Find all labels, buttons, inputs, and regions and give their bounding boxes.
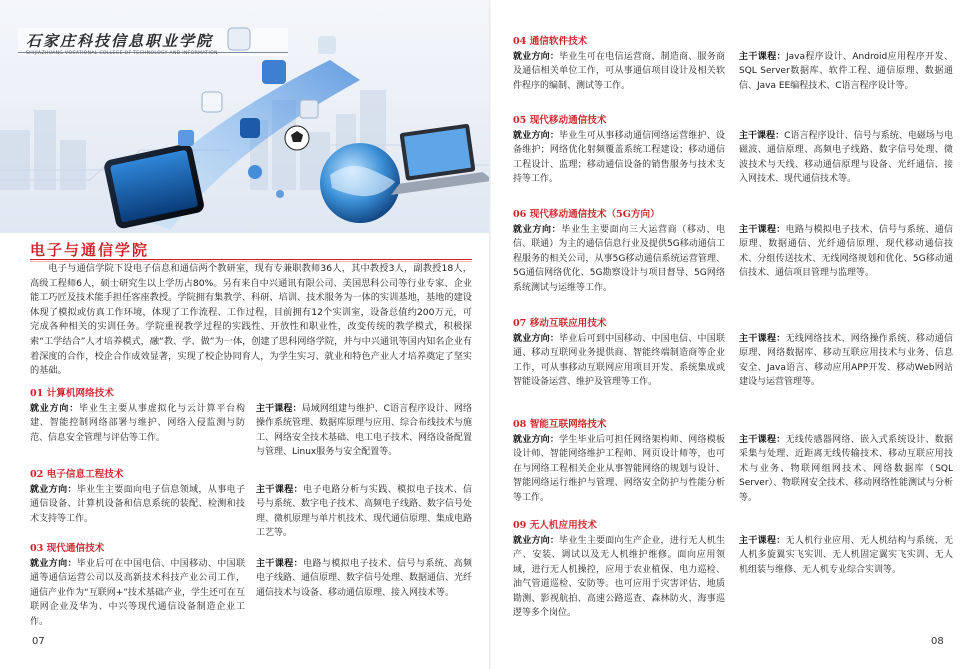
major-job-block [513,534,725,620]
major-title: 03 现代通信技术 [30,543,105,554]
major-job-block [513,50,725,93]
major-job-block [513,129,725,187]
major-job-text: 毕业后可在中国电信、中国移动、中国联通等通信运营公司以及高新技术科技产业公司工作，通信产业作为“互联网+”技术基础产业，学生还可在互联网企业及华为、中兴等现代通信设备制造企业工作。 [30,559,245,627]
major-course-block [256,402,472,460]
major-title: 02 电子信息工程技术 [30,469,124,480]
major-job-block [513,332,725,390]
major-course-text: 电路与模拟电子技术、信号与系统、高频电子线路、通信原理、数字信号处理、数据通信、光纤通信技术与设备、移动通信原理、接入网技术等。 [256,559,473,598]
job-label: 就业方向： [513,52,560,62]
major-title: 06 现代移动通信技术（5G方向） [513,209,660,220]
job-label: 就业方向： [30,485,77,495]
major-course-block [256,483,472,541]
major-job-text: 毕业生主要从事虚拟化与云计算平台构建、智能控制网络部署与维护、网络入侵监测与防范、信息安全管理与评估等工作。 [30,404,245,443]
course-label: 主干课程： [739,52,786,62]
major-course-text: 局域网组建与维护、C语言程序设计、网络操作系统管理、数据库原理与应用、综合布线技术与施工、网络安全技术基础、电工电子技术、网络设备配置与管理、Linux服务与安全配置等。 [256,404,473,458]
major-course-text: Java程序设计、Android应用程序开发、SQL Server数据库、软件工程、通信原理、数据通信、Java EE编程技术、C语言程序设计等。 [739,52,953,91]
course-label: 主干课程： [256,559,304,569]
major-course-block [739,332,953,390]
course-label: 主干课程： [256,485,304,495]
major-job-text: 毕业生主要面向电子信息领域，从事电子通信设备、计算机设备和信息系统的装配、检测和技术支持等工作。 [30,485,245,524]
page-number-left: 07 [32,636,45,647]
major-job-block [513,433,725,505]
technology-collage-graphic [0,0,489,233]
major-job-block [30,483,245,526]
course-label: 主干课程： [739,225,786,235]
major-title: 01 计算机网络技术 [30,388,114,399]
major-course-block [739,534,953,577]
department-intro: 电子与通信学院下设电子信息和通信两个教研室，现有专兼职教师36人，其中教授3人，副教授18人，高级工程师6人，硕士研究生以上学历占80%。另有来自中兴通讯有限公司、美国思科公司等行业专家、企业能工巧匠及技术能手担任客座教授。学院拥有集教学、科研、培训、技术服务为一体的实训基地，基地的建设体现了模拟或仿真工作环境，体现了工作流程、工作过程，目前拥有12个实训室，设备总值约200万元，可完成各种相关的实训任务。学院重视教学过程的实践性、开放性和职业性，改变传统的教学模式，积极探索“工学结合”人才培养模式，融“教、学、做”为一体，创建了思科网络学院，并与中兴通讯等国内知名企业有着深度的合作，校企合作成效显著，实现了校企协同育人，为学生实习、就业和特色产业人才培养奠定了坚实的基础。 [30,263,472,377]
major-job-text: 毕业生主要面向三大运营商（移动、电信、联通）为主的通信信息行业及提供5G移动通信工程服务的相关公司，从事5G移动通信系统运营管理、5G通信网络优化、5G勘察设计与项目督导、5G网络系统测试与运维等工作。 [513,225,725,293]
course-label: 主干课程： [256,404,302,414]
major-job-text: 毕业生可从事移动通信网络运营维护、设备维护；网络优化射频覆盖系统工程建设；移动通信工程设计、监理；移动通信设备的销售服务与技术支持等工作。 [513,131,725,185]
job-label: 就业方向： [513,334,560,344]
job-label: 就业方向： [513,536,560,546]
major-title: 07 移动互联应用技术 [513,318,607,329]
job-label: 就业方向： [30,404,80,414]
hero-banner [0,0,489,233]
major-job-text: 毕业生主要面向生产企业，进行无人机生产、安装、调试以及无人机维护维修。面向应用领域，进行无人机操控，应用于农业植保、电力巡检、油气管道巡检、安防等。也可应用于灾害评估、地质勘测、影视航拍、高速公路巡查、森林防火、海事巡逻等多个岗位。 [513,536,725,619]
course-label: 主干课程： [739,536,786,546]
major-course-block [739,433,953,505]
major-course-text: C语言程序设计、信号与系统、电磁场与电磁波、通信原理、高频电子线路、数字信号处理、微波技术与天线、移动通信原理与设备、光纤通信、接入网技术、现代通信技术等。 [739,131,953,185]
job-label: 就业方向： [513,435,560,445]
major-job-text: 毕业生可在电信运营商、制造商、服务商及通信相关单位工作，可从事通信项目设计及相关软件程序的编制、测试等工作。 [513,52,725,91]
job-label: 就业方向： [30,559,77,569]
major-title: 08 智能互联网络技术 [513,419,607,430]
major-job-block [513,223,725,295]
major-course-block [739,129,953,187]
job-label: 就业方向： [513,225,562,235]
department-title: 电子与通信学院 [30,241,150,259]
course-label: 主干课程： [739,131,785,141]
major-course-block [739,223,953,281]
major-course-text: 无线网络技术、网络操作系统、移动通信原理、网络数据库、移动互联应用技术与业务、信息安全、Java语言、移动应用APP开发、移动Web网站建设与运营管理等。 [739,334,953,388]
major-course-block [739,50,953,93]
major-course-text: 无人机行业应用、无人机结构与系统、无人机多旋翼实飞实训、无人机固定翼实飞实训、无人机组装与维修、无人机专业综合实训等。 [739,536,953,575]
title-divider [30,259,472,260]
page-number-right: 08 [931,636,944,647]
school-name: 石家庄科技信息职业学院 [26,32,214,50]
major-course-text: 电路与模拟电子技术、信号与系统、通信原理、数据通信、光纤通信原理、现代移动通信技术、分组传送技术、无线网络规划和优化、5G移动通信技术、通信项目管理与监理等。 [739,225,953,279]
page-gutter [489,0,491,669]
major-course-text: 电子电路分析与实践、模拟电子技术、信号与系统、数字电子技术、高频电子线路、数字信号处理、微机原理与单片机技术、现代通信原理、集成电路工艺等。 [256,485,473,539]
course-label: 主干课程： [739,334,786,344]
major-course-block [256,557,472,600]
major-job-block [30,557,245,629]
major-title: 09 无人机应用技术 [513,520,597,531]
job-label: 就业方向： [513,131,560,141]
school-name-english: SHIJIAZHUANG VOCATIONAL COLLEGE OF TECHNOLOGY AND INFORMATION [26,51,218,56]
major-job-text: 毕业后可到中国移动、中国电信、中国联通、移动互联网业务提供商、智能终端制造商等企业工作，可从事移动互联网应用项目开发、系统集成或智能设备运营、维护及管理等工作。 [513,334,725,388]
major-course-text: 无线传感器网络、嵌入式系统设计、数据采集与处理、近距离无线传输技术、移动互联应用技术与业务、物联网组网技术、网络数据库（SQL Server）、物联网安全技术、移动网络性能测试与分析等。 [739,435,954,503]
major-job-text: 学生毕业后可担任网络架构师、网络模板设计师、智能网络维护工程师、网页设计师等，也可在与网络工程相关企业从事智能网络的规划与设计、智能网络运行维护与管理、网络安全防护与性能分析等工作。 [513,435,725,503]
major-title: 04 通信软件技术 [513,36,588,47]
major-title: 05 现代移动通信技术 [513,115,607,126]
course-label: 主干课程： [739,435,786,445]
major-job-block [30,402,245,445]
